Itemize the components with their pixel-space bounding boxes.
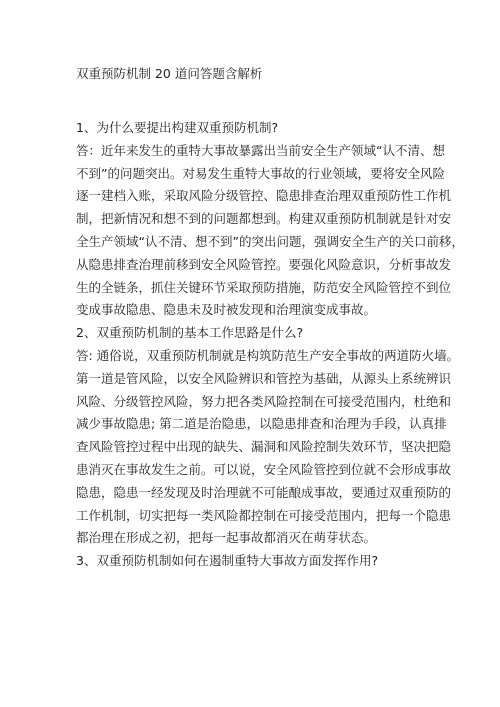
answer-line: 逐一建档入账，采取风险分级管控、隐患排查治理双重预防性工作机 (76, 188, 452, 204)
question-heading: 1、为什么要提出构建双重预防机制? (76, 120, 279, 135)
document-body (76, 117, 464, 573)
answer-line: 制，把新情况和想不到的问题都想到。构建双重预防机制就是针对安 (76, 211, 452, 227)
answer-line: 都治理在形成之初，把每一起事故都消灭在萌芽状态。 (76, 530, 377, 546)
answer-line: 答：近年来发生的重特大事故暴露出当前安全生产领域“认不清、想 (76, 142, 445, 158)
answer-line: 变成事故隐患、隐患未及时被发现和治理演变成事故。 (76, 302, 377, 318)
answer-line: 第一道是管风险，以安全风险辨识和管控为基础，从源头上系统辨识 (76, 370, 452, 386)
answer-line: 隐患，隐患一经发现及时治理就不可能酿成事故，要通过双重预防的 (76, 484, 452, 500)
answer-line: 风险、分级管控风险，努力把各类风险控制在可接受范围内，杜绝和 (76, 393, 452, 409)
question-heading: 2、双重预防机制的基本工作思路是什么? (76, 325, 304, 341)
answer-line: 患消灭在事故发生之前。可以说，安全风险管控到位就不会形成事故 (76, 461, 452, 477)
answer-line: 查风险管控过程中出现的缺失、漏洞和风险控制失效环节，坚决把隐 (76, 439, 452, 455)
question-heading: 3、双重预防机制如何在遏制重特大事故方面发挥作用? (76, 553, 379, 569)
answer-line: 答: 通俗说，双重预防机制就是构筑防范生产安全事故的两道防火墙。 (76, 347, 460, 363)
answer-line: 全生产领域“认不清、想不到”的突出问题，强调安全生产的关口前移， (76, 233, 464, 249)
answer-line: 不到”的问题突出。对易发生重特大事故的行业领域，要将安全风险 (76, 165, 445, 181)
answer-line: 生的全链条，抓住关键环节采取预防措施，防范安全风险管控不到位 (76, 279, 452, 295)
answer-line: 减少事故隐患; 第二道是治隐患，以隐患排查和治理为手段，认真排 (76, 416, 447, 432)
document-title: 双重预防机制 20 道问答题含解析 (76, 66, 263, 81)
answer-line: 工作机制，切实把每一类风险都控制在可接受范围内，把每一个隐患 (76, 507, 452, 523)
answer-line: 从隐患排查治理前移到安全风险管控。要强化风险意识，分析事故发 (76, 256, 452, 272)
